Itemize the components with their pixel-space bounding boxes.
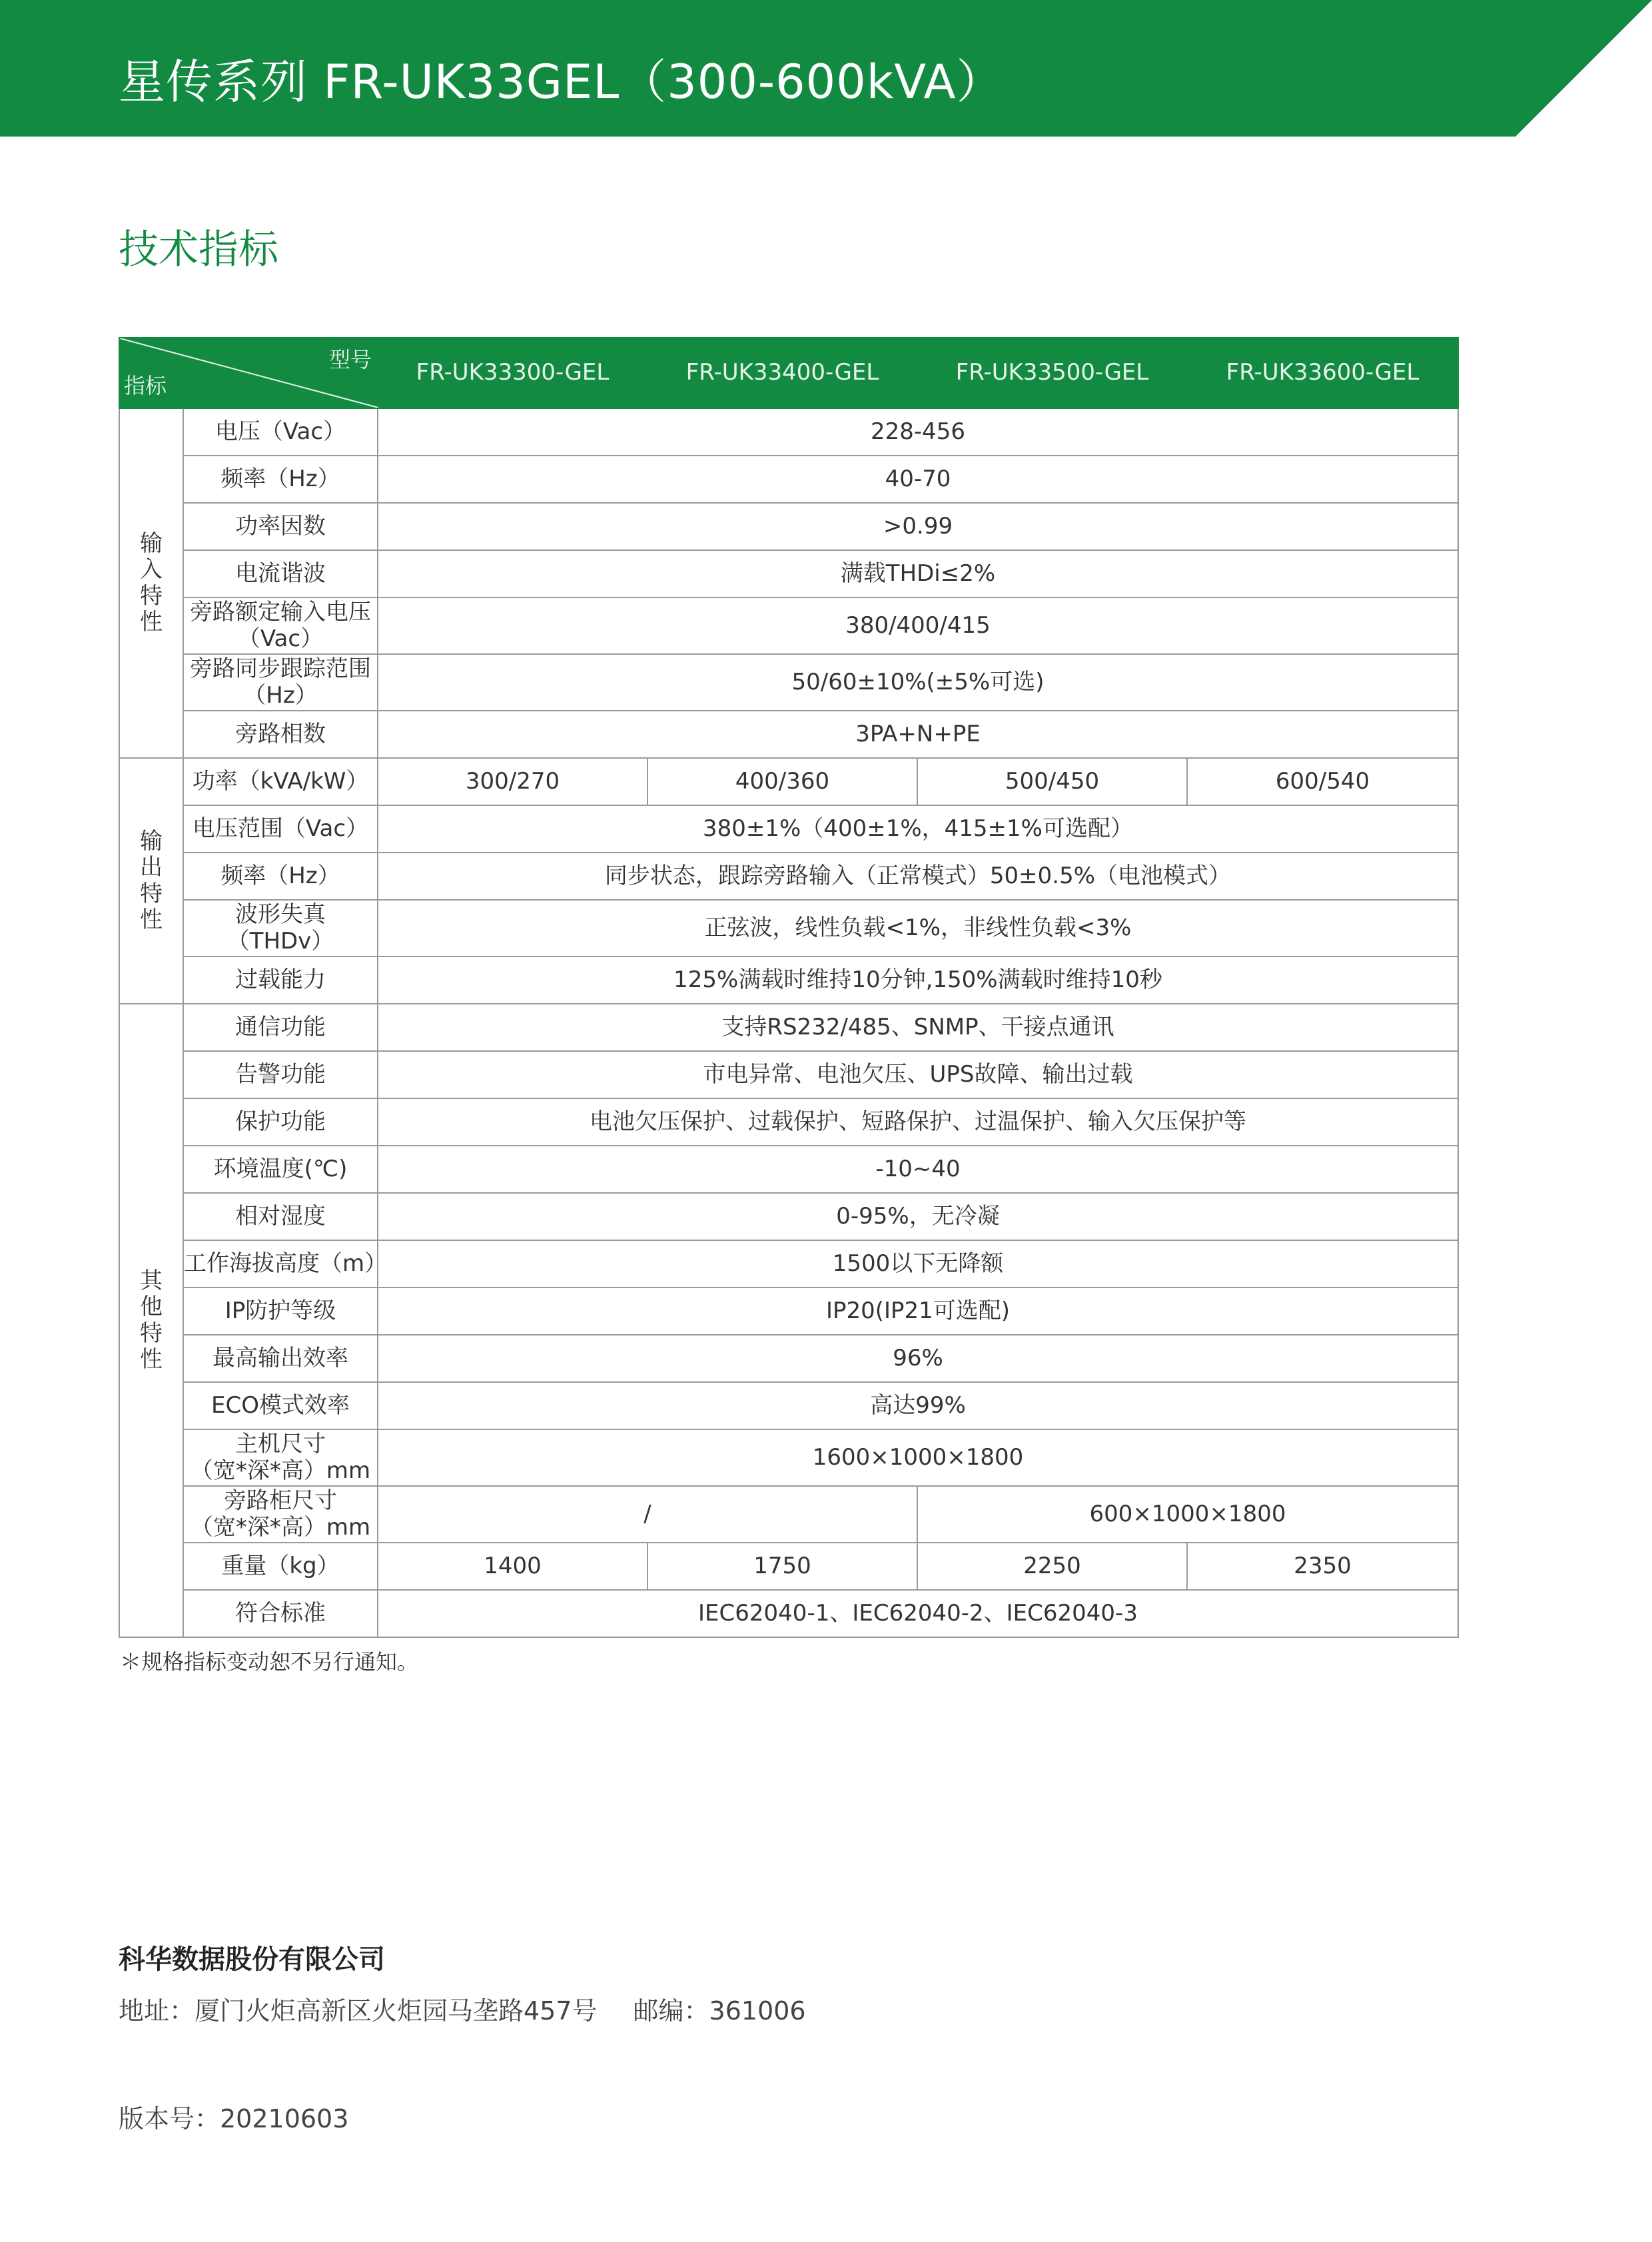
table-row <box>119 758 1458 805</box>
row-value: 电池欠压保护、过载保护、短路保护、过温保护、输入欠压保护等 <box>378 1098 1458 1146</box>
row-label-line: 旁路同步跟踪范围 <box>190 655 371 683</box>
row-label: 环境温度(℃) <box>183 1146 378 1193</box>
row-label-line: （THDv） <box>226 927 334 954</box>
group-output: 输出特性 <box>119 758 183 1004</box>
row-value: 50/60±10%(±5%可选) <box>378 654 1458 711</box>
row-value: 1600×1000×1800 <box>378 1429 1458 1486</box>
table-row <box>119 503 1458 550</box>
section-title: 技术指标 <box>119 226 278 273</box>
group-input: 输入特性 <box>119 408 183 758</box>
row-label <box>183 900 378 956</box>
page-title: 星传系列 FR-UK33GEL（300-600kVA） <box>119 55 1004 109</box>
company-name: 科华数据股份有限公司 <box>119 1944 385 1975</box>
row-value: 96% <box>378 1335 1458 1382</box>
row-label: 过载能力 <box>183 956 378 1004</box>
corner-indicator-label: 指标 <box>124 373 167 399</box>
model-header: FR-UK33400-GEL <box>647 338 917 408</box>
table-row <box>119 900 1458 956</box>
row-value: 1400 <box>378 1543 647 1590</box>
table-row <box>119 1098 1458 1146</box>
row-value: / <box>378 1486 917 1543</box>
row-label <box>183 1486 378 1543</box>
row-label: IP防护等级 <box>183 1288 378 1335</box>
row-label: 电压（Vac） <box>183 408 378 456</box>
row-value: 3PA+N+PE <box>378 711 1458 758</box>
row-value: 380/400/415 <box>378 597 1458 654</box>
table-row <box>119 1335 1458 1382</box>
version-number: 版本号：20210603 <box>119 2104 349 2133</box>
row-value: 正弦波，线性负载<1%，非线性负载<3% <box>378 900 1458 956</box>
model-header: FR-UK33300-GEL <box>378 338 647 408</box>
row-value: 2350 <box>1187 1543 1458 1590</box>
table-row <box>119 1051 1458 1098</box>
row-label: 频率（Hz） <box>183 456 378 503</box>
row-value: 高达99% <box>378 1382 1458 1429</box>
table-row <box>119 805 1458 853</box>
address: 地址：厦门火炬高新区火炬园马垄路457号 <box>119 1996 598 2026</box>
row-label: 告警功能 <box>183 1051 378 1098</box>
row-value: 125%满载时维持10分钟,150%满载时维持10秒 <box>378 956 1458 1004</box>
row-label: 最高输出效率 <box>183 1335 378 1382</box>
row-label: 频率（Hz） <box>183 853 378 900</box>
table-row <box>119 1486 1458 1543</box>
row-label-line: （宽*深*高）mm <box>190 1513 371 1541</box>
table-row <box>119 597 1458 654</box>
row-label: 功率（kVA/kW） <box>183 758 378 805</box>
table-row <box>119 1240 1458 1288</box>
row-label: 通信功能 <box>183 1004 378 1051</box>
table-row <box>119 456 1458 503</box>
row-value: 满载THDi≤2% <box>378 550 1458 597</box>
model-header: FR-UK33600-GEL <box>1187 338 1458 408</box>
row-value: 500/450 <box>917 758 1187 805</box>
row-label-line: （宽*深*高）mm <box>190 1457 371 1484</box>
table-row <box>119 711 1458 758</box>
table-row <box>119 1004 1458 1051</box>
row-value: 0-95%，无冷凝 <box>378 1193 1458 1240</box>
row-label <box>183 654 378 711</box>
row-value: IP20(IP21可选配) <box>378 1288 1458 1335</box>
row-label-line: 主机尺寸 <box>235 1431 326 1458</box>
row-value: IEC62040-1、IEC62040-2、IEC62040-3 <box>378 1590 1458 1637</box>
table-row <box>119 1146 1458 1193</box>
row-label: 电压范围（Vac） <box>183 805 378 853</box>
table-header-row <box>119 338 1458 408</box>
row-label: 旁路相数 <box>183 711 378 758</box>
row-value: 支持RS232/485、SNMP、干接点通讯 <box>378 1004 1458 1051</box>
row-label-line: （Vac） <box>237 625 324 652</box>
row-label: ECO模式效率 <box>183 1382 378 1429</box>
footnote: ＊规格指标变动恕不另行通知。 <box>120 1649 419 1675</box>
row-value: 同步状态，跟踪旁路输入（正常模式）50±0.5%（电池模式） <box>378 853 1458 900</box>
table-row <box>119 956 1458 1004</box>
row-label-line: 波形失真 <box>235 901 326 929</box>
row-value: 市电异常、电池欠压、UPS故障、输出过载 <box>378 1051 1458 1098</box>
table-row <box>119 550 1458 597</box>
row-label <box>183 1429 378 1486</box>
row-label-line: 旁路额定输入电压 <box>190 599 371 626</box>
row-label: 重量（kg） <box>183 1543 378 1590</box>
row-label: 保护功能 <box>183 1098 378 1146</box>
table-row <box>119 1429 1458 1486</box>
row-value: -10~40 <box>378 1146 1458 1193</box>
model-header: FR-UK33500-GEL <box>917 338 1187 408</box>
row-value: 380±1%（400±1%，415±1%可选配） <box>378 805 1458 853</box>
row-value: 600×1000×1800 <box>917 1486 1458 1543</box>
table-row <box>119 1543 1458 1590</box>
row-label-line: （Hz） <box>243 681 318 709</box>
row-label: 功率因数 <box>183 503 378 550</box>
row-label: 电流谐波 <box>183 550 378 597</box>
row-value: 600/540 <box>1187 758 1458 805</box>
table-row <box>119 1590 1458 1637</box>
corner-model-label: 型号 <box>328 347 372 372</box>
row-label-line: 旁路柜尺寸 <box>224 1487 337 1515</box>
table-row <box>119 1382 1458 1429</box>
table-corner-cell <box>119 338 378 408</box>
row-value: >0.99 <box>378 503 1458 550</box>
table-row <box>119 853 1458 900</box>
table-row <box>119 1288 1458 1335</box>
row-value: 40-70 <box>378 456 1458 503</box>
row-value: 1500以下无降额 <box>378 1240 1458 1288</box>
header-banner <box>0 0 1652 137</box>
row-label <box>183 597 378 654</box>
group-other: 其他特性 <box>119 1004 183 1637</box>
row-label: 相对湿度 <box>183 1193 378 1240</box>
row-value: 300/270 <box>378 758 647 805</box>
row-value: 228-456 <box>378 408 1458 456</box>
table-row <box>119 1193 1458 1240</box>
row-value: 1750 <box>647 1543 917 1590</box>
table-row <box>119 408 1458 456</box>
row-label: 符合标准 <box>183 1590 378 1637</box>
address-line <box>119 1990 806 2027</box>
row-value: 400/360 <box>647 758 917 805</box>
row-label: 工作海拔高度（m） <box>183 1240 378 1288</box>
row-value: 2250 <box>917 1543 1187 1590</box>
table-row <box>119 654 1458 711</box>
postcode: 邮编：361006 <box>633 1996 806 2026</box>
spec-table <box>119 337 1459 1638</box>
